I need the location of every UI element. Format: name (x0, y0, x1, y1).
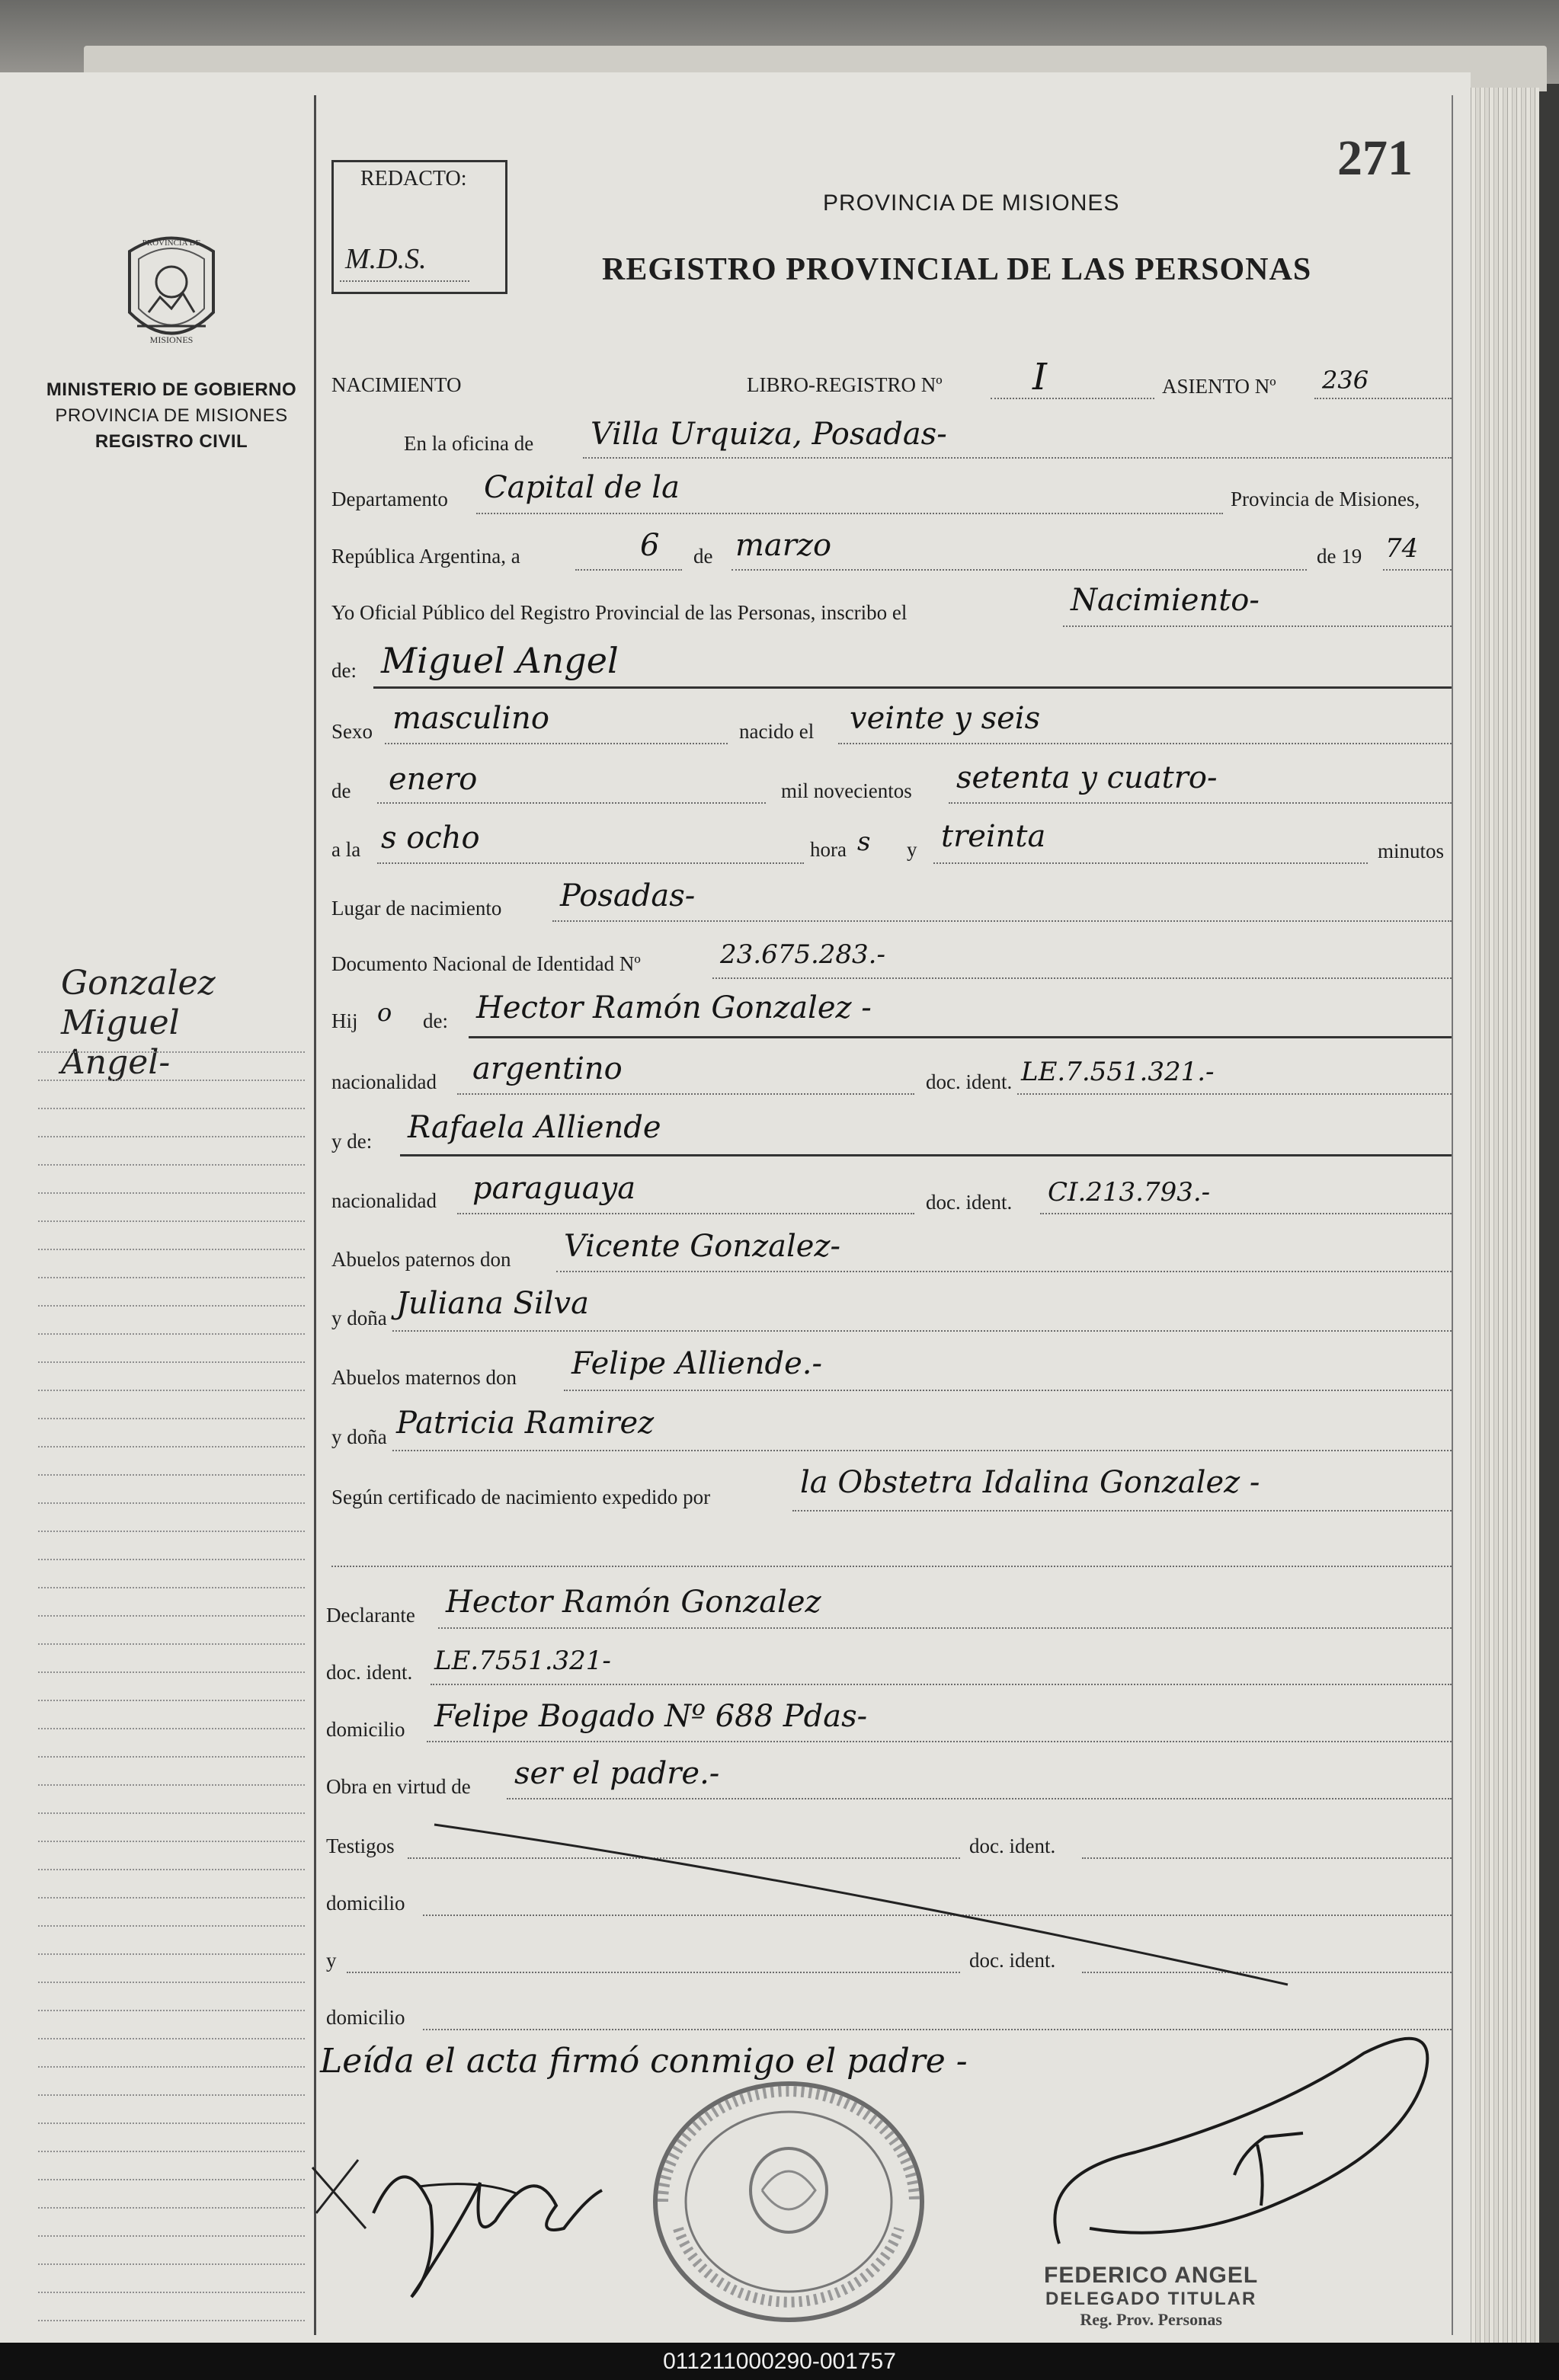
margin-note (61, 964, 305, 1083)
de2-label: de (331, 779, 351, 802)
obra-value: ser el padre.- (514, 1756, 720, 1791)
margin-ruled-line (38, 1333, 305, 1335)
obra-label: Obra en virtud de (326, 1775, 471, 1798)
margin-ruled-line (38, 2320, 305, 2321)
margin-ruled-line (38, 2094, 305, 2096)
domicilio3-label: domicilio (326, 2006, 405, 2029)
lugar-line (552, 920, 1452, 922)
redacto-underline (340, 280, 469, 282)
abmat-value: Felipe Alliende.- (571, 1346, 823, 1381)
ala-value: s ocho (381, 821, 480, 856)
libro-value: I (1032, 356, 1047, 398)
record-type: NACIMIENTO (331, 373, 462, 396)
asiento-label: ASIENTO Nº (1162, 375, 1276, 398)
margin-ruled-line (38, 2235, 305, 2237)
docid2-label: doc. ident. (926, 1191, 1013, 1214)
asiento-line (1314, 398, 1452, 399)
docid2-line (1040, 1213, 1452, 1214)
madre-value: Rafaela Alliende (408, 1110, 661, 1145)
domicilio-value: Felipe Bogado Nº 688 Pdas- (434, 1699, 868, 1734)
mes-value: marzo (735, 528, 832, 563)
official-signature (1044, 2023, 1440, 2266)
anio-label: de 19 (1317, 545, 1362, 568)
hijo-de-label: de: (423, 1009, 448, 1032)
coat-of-arms-seal (114, 229, 229, 354)
dni-value: 23.675.283.- (720, 939, 885, 970)
yde-label: y de: (331, 1130, 373, 1153)
margin-ruled-line (38, 1390, 305, 1391)
ydona2-line (392, 1450, 1452, 1451)
margin-ruled-line (38, 1615, 305, 1617)
dni-line (712, 977, 1452, 979)
official-title: DELEGADO TITULAR (1045, 2289, 1257, 2309)
margin-ruled-line (38, 1249, 305, 1250)
seal-top-text: PROVINCIA DE (142, 238, 201, 248)
mil-label: mil novecientos (781, 779, 912, 802)
sexo-label: Sexo (331, 720, 373, 743)
anio-line (1383, 569, 1452, 571)
mes-line (731, 569, 1307, 571)
abpat-value: Vicente Gonzalez- (564, 1229, 841, 1264)
margin-ruled-line (38, 1502, 305, 1504)
padre-value: Hector Ramón Gonzalez - (476, 990, 872, 1025)
margin-ruled-line (38, 1982, 305, 1983)
de-label: de (693, 545, 713, 568)
closing-value: Leída el acta firmó conmigo el padre - (320, 2042, 968, 2081)
oficial-line (1063, 625, 1452, 627)
nacido-value: veinte y seis (850, 701, 1041, 736)
margin-ruled-line (38, 1953, 305, 1955)
dia-value: 6 (640, 528, 660, 563)
witness-cancel-stroke (427, 1817, 1295, 1992)
page-stack-edge (1467, 88, 1539, 2343)
docid4-label: doc. ident. (969, 1835, 1056, 1857)
margin-ruled-line (38, 1361, 305, 1363)
mil-value: setenta y cuatro- (956, 760, 1218, 795)
docid1-label: doc. ident. (926, 1070, 1013, 1093)
nombre-label: de: (331, 659, 357, 682)
margin-ruled-line (38, 1643, 305, 1645)
margin-ruled-line (38, 2151, 305, 2152)
padre-line (469, 1036, 1452, 1038)
redacto-value: M.D.S. (345, 243, 427, 275)
mes-nac-line (377, 802, 766, 804)
declarante-label: Declarante (326, 1604, 415, 1627)
margin-ruled-line (38, 1559, 305, 1560)
margin-ruled-line (38, 1671, 305, 1673)
margin-ruled-line (38, 1728, 305, 1729)
margin-note-line: Angel- (61, 1043, 171, 1082)
oficial-label: Yo Oficial Público del Registro Provincial de las Personas, inscribo el (331, 601, 908, 624)
margin-ruled-line (38, 1080, 305, 1081)
hijo-label: Hij (331, 1009, 358, 1032)
lugar-value: Posadas- (560, 878, 696, 913)
hijo-suffix: o (377, 998, 392, 1027)
margin-ruled-line (38, 1305, 305, 1307)
hora-suffix: s (857, 827, 871, 857)
segun-line (792, 1510, 1452, 1511)
margin-ruled-line (38, 2179, 305, 2180)
obra-line (507, 1798, 1452, 1799)
redacto-box (331, 160, 507, 294)
margin-ruled-line (38, 2066, 305, 2068)
testigos-label: Testigos (326, 1835, 395, 1857)
margin-ruled-line (38, 1531, 305, 1532)
declarante-line (438, 1627, 1452, 1629)
departamento-label: Departamento (331, 488, 448, 510)
margin-ruled-line (38, 1136, 305, 1137)
margin-ruled-line (38, 2010, 305, 2011)
redacto-label: REDACTO: (360, 167, 467, 190)
oficina-line (583, 457, 1452, 459)
ministry-line: MINISTERIO DE GOBIERNO (46, 379, 297, 400)
seal-bottom-text: MISIONES (149, 334, 194, 345)
margin-rule (314, 95, 316, 2335)
sexo-value: masculino (392, 701, 549, 736)
nac1-label: nacionalidad (331, 1070, 437, 1093)
margin-ruled-line (38, 1812, 305, 1814)
domicilio-label: domicilio (326, 1718, 405, 1741)
y-label: y (907, 838, 917, 861)
abmat-line (564, 1390, 1452, 1391)
margin-ruled-line (38, 1418, 305, 1419)
margin-ruled-line (38, 2207, 305, 2209)
margin-ruled-line (38, 2263, 305, 2265)
nac2-label: nacionalidad (331, 1189, 437, 1212)
nac2-value: paraguaya (472, 1171, 636, 1206)
lugar-label: Lugar de nacimiento (331, 897, 502, 920)
sexo-line (385, 743, 728, 744)
margin-note-line: Miguel (61, 1003, 180, 1042)
docid2-value: CI.213.793.- (1048, 1177, 1211, 1208)
ydona1-line (392, 1330, 1452, 1332)
libro-label: LIBRO-REGISTRO Nº (747, 373, 943, 396)
margin-ruled-line (38, 1925, 305, 1927)
margin-ruled-line (38, 2292, 305, 2293)
margin-ruled-line (38, 1700, 305, 1701)
nombre-line (373, 686, 1452, 689)
mes-nac-value: enero (389, 762, 478, 797)
asiento-value: 236 (1322, 366, 1369, 395)
departamento-value: Capital de la (484, 470, 680, 505)
abmat-label: Abuelos maternos don (331, 1366, 517, 1389)
docid1-line (1017, 1093, 1452, 1095)
margin-ruled-line (38, 1869, 305, 1870)
nacido-label: nacido el (739, 720, 815, 743)
segun-value: la Obstetra Idalina Gonzalez - (800, 1465, 1260, 1500)
nac1-value: argentino (472, 1051, 623, 1086)
margin-note-line: Gonzalez (61, 964, 216, 1003)
anio-value: 74 (1385, 533, 1419, 564)
province-heading: PROVINCIA DE MISIONES (823, 190, 1120, 216)
margin-ruled-line (38, 1108, 305, 1109)
nac2-line (457, 1213, 914, 1214)
ydona1-value: Juliana Silva (396, 1286, 589, 1321)
margin-ruled-line (38, 1192, 305, 1194)
ydona2-label: y doña (331, 1425, 387, 1448)
y2-label: y (326, 1949, 337, 1972)
docid1-value: LE.7.551.321.- (1021, 1057, 1215, 1087)
nac1-line (457, 1093, 914, 1095)
departamento-line (476, 513, 1223, 514)
oficina-value: Villa Urquiza, Posadas- (591, 417, 947, 452)
domicilio2-label: domicilio (326, 1892, 405, 1915)
page-number: 271 (1337, 130, 1413, 186)
declarant-signature (305, 2114, 625, 2312)
madre-line (400, 1154, 1452, 1156)
ministry-registry: REGISTRO CIVIL (94, 431, 248, 452)
nacido-line (838, 743, 1452, 744)
ydona1-label: y doña (331, 1307, 387, 1329)
mil-line (949, 802, 1452, 804)
minutos-label: minutos (1378, 840, 1445, 862)
official-circular-stamp (648, 2076, 930, 2327)
nombre-value: Miguel Angel (381, 640, 619, 681)
official-name-stamp (1044, 2263, 1258, 2330)
margin-ruled-line (38, 1756, 305, 1758)
margin-ruled-line (38, 1897, 305, 1899)
ministry-block (30, 377, 312, 455)
registry-heading: REGISTRO PROVINCIAL DE LAS PERSONAS (602, 252, 1312, 287)
republica-label: República Argentina, a (331, 545, 520, 568)
margin-ruled-line (38, 1474, 305, 1476)
margin-ruled-line (38, 1220, 305, 1222)
dni-label: Documento Nacional de Identidad Nº (331, 952, 641, 975)
margin-ruled-line (38, 1277, 305, 1278)
official-office: Reg. Prov. Personas (1080, 2310, 1222, 2329)
docid3-label: doc. ident. (326, 1661, 413, 1684)
minutos-line (933, 862, 1368, 864)
declarante-value: Hector Ramón Gonzalez (446, 1585, 821, 1620)
domicilio-line (427, 1741, 1452, 1742)
ydona2-value: Patricia Ramirez (396, 1406, 655, 1441)
abpat-label: Abuelos paternos don (331, 1248, 511, 1271)
ala-label: a la (331, 838, 361, 861)
oficina-label: En la oficina de (404, 432, 534, 455)
ala-line (377, 862, 804, 864)
provincia-label: Provincia de Misiones, (1231, 488, 1420, 510)
margin-ruled-line (38, 1446, 305, 1448)
image-footer-id: 011211000290-001757 (0, 2343, 1559, 2380)
ministry-province: PROVINCIA DE MISIONES (55, 405, 288, 426)
segun-line-2 (331, 1566, 1452, 1567)
segun-label: Según certificado de nacimiento expedido por (331, 1486, 711, 1508)
hora-label: hora (810, 838, 847, 861)
minutos-value: treinta (941, 819, 1046, 854)
margin-ruled-line (38, 1841, 305, 1842)
margin-ruled-line (38, 1164, 305, 1166)
dia-line (575, 569, 682, 571)
right-rule (1452, 95, 1453, 2335)
register-page (0, 72, 1471, 2343)
margin-ruled-line (38, 2038, 305, 2039)
libro-line (991, 398, 1154, 399)
docid3-line (431, 1684, 1452, 1685)
margin-ruled-line (38, 2122, 305, 2124)
official-name: FEDERICO ANGEL (1044, 2263, 1259, 2288)
margin-ruled-line (38, 1051, 305, 1053)
oficial-value: Nacimiento- (1071, 583, 1260, 618)
abpat-line (556, 1271, 1452, 1272)
docid3-value: LE.7551.321- (434, 1646, 611, 1676)
docid5-label: doc. ident. (969, 1949, 1056, 1972)
margin-ruled-line (38, 1587, 305, 1588)
margin-ruled-line (38, 1784, 305, 1786)
